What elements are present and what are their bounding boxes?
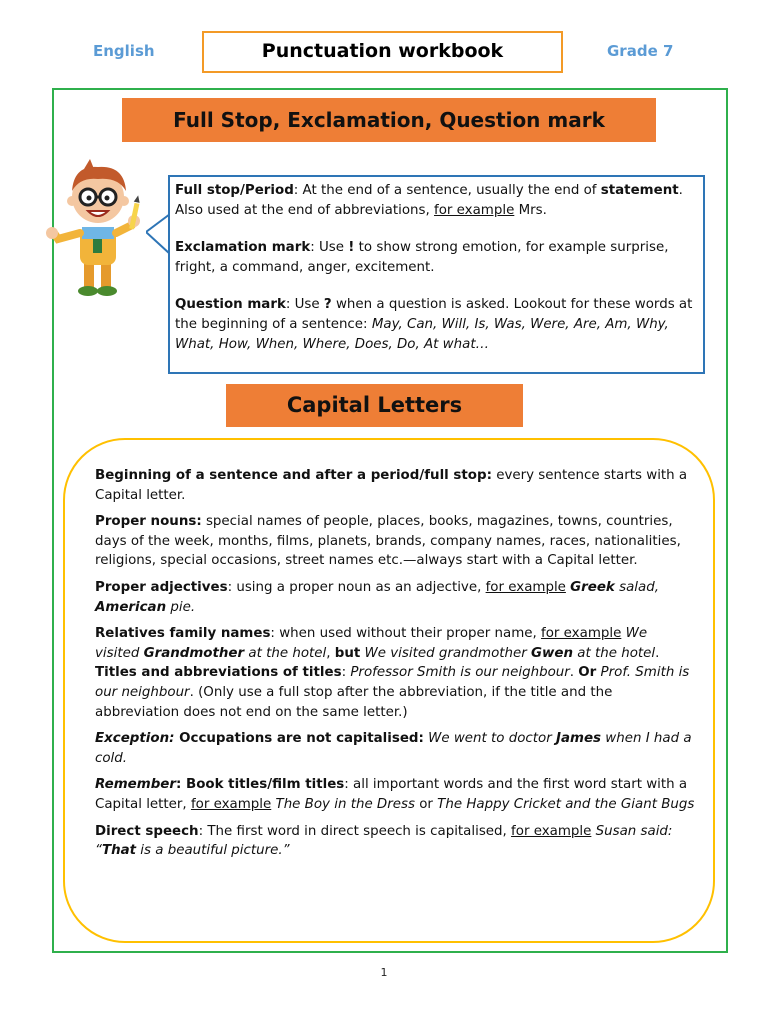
question-term: Question mark — [175, 297, 286, 313]
page-number: 1 — [380, 966, 388, 979]
rule-proper-adjectives: Proper adjectives: using a proper noun as an adjective, for example Greek salad, American pie. — [95, 579, 659, 615]
punctuation-speech-bubble — [168, 175, 705, 374]
section-heading-punctuation: Full Stop, Exclamation, Question mark — [122, 98, 656, 142]
full-stop-term: Full stop/Period — [175, 183, 294, 198]
workbook-title: Punctuation workbook — [202, 31, 563, 73]
exclamation-rule: Exclamation mark: Use ! to show strong emotion, for example surprise, fright, a command, anger, excitement. — [175, 240, 669, 275]
rule-beginning-of-sentence: Beginning of a sentence and after a period/full stop: every sentence starts with a Capital letter. — [95, 468, 688, 503]
rule-direct-speech: Direct speech: The first word in direct speech is capitalised, for example Susan said: “That is a beautiful picture.” — [95, 823, 673, 859]
rule-family-names: Relatives family names: when used without their proper name, for example We visited Grandmother at the hotel, but We visited grandmother Gwen at the hotel. — [95, 626, 660, 661]
cartoon-boy-illustration — [44, 155, 154, 305]
exclamation-term: Exclamation mark — [175, 240, 311, 256]
rule-titles-abbreviations: Titles and abbreviations of titles: Professor Smith is our neighbour. Or Prof. Smith is our neighbour. (Only use a full stop after the abbreviation, if the title and the abbreviation does not end on the same letter.) — [95, 665, 690, 720]
question-rule: Question mark: Use ? when a question is asked. Lookout for these words at the beginning of a sentence: May, Can, Will, Is, Was, Were, Are, Am, Why, What, How, When, Where, Does, Do, At what… — [175, 297, 693, 352]
subject-label: English — [93, 42, 155, 60]
speech-bubble-tail — [146, 212, 170, 256]
capital-letters-rules — [95, 466, 695, 868]
section-heading-capital-letters: Capital Letters — [226, 384, 523, 427]
rule-proper-nouns: Proper nouns: special names of people, places, books, magazines, towns, countries, days of the week, months, films, planets, brands, company names, races, nationalities, religions, special occasions, street names etc.—always start with a Capital letter. — [95, 514, 681, 569]
grade-label: Grade 7 — [607, 42, 674, 60]
full-stop-rule: Full stop/Period: At the end of a sentence, usually the end of statement. Also used at the end of abbreviations, for example Mrs. — [175, 183, 683, 218]
rule-book-titles: Remember: Book titles/film titles: all important words and the first word start with a Capital letter, for example The Boy in the Dress or The Happy Cricket and the Giant Bugs — [95, 777, 695, 812]
rule-exception-occupations: Exception: Occupations are not capitalised: We went to doctor James when I had a cold. — [95, 731, 692, 766]
